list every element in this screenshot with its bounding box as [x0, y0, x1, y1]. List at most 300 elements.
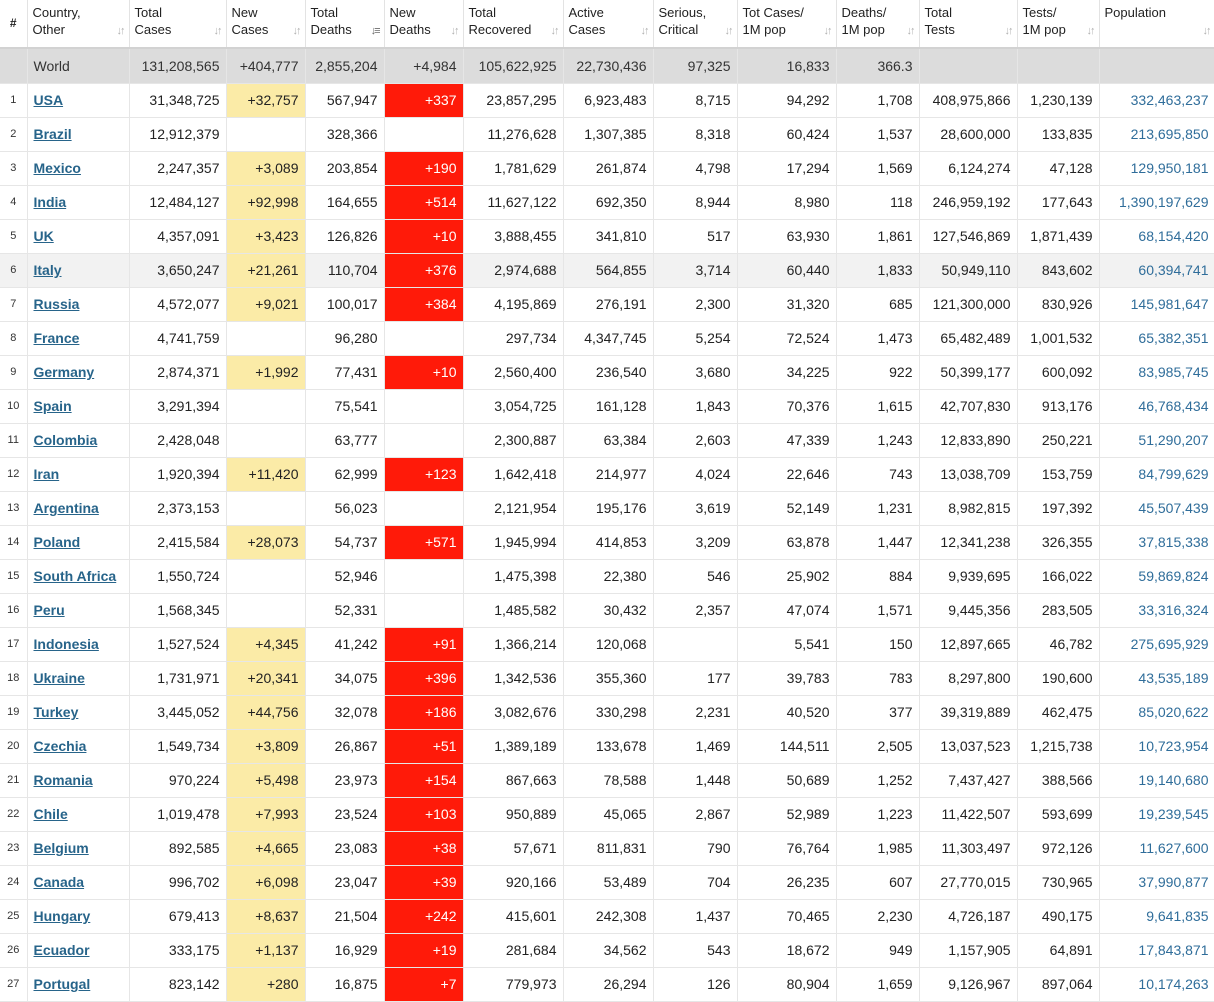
cell-country	[27, 219, 129, 253]
country-link[interactable]: USA	[33, 92, 64, 108]
cell-new-cases: +1,992	[226, 355, 305, 389]
cell-serious-critical: 3,680	[653, 355, 737, 389]
country-link[interactable]: Iran	[33, 466, 60, 482]
cell-serious-critical: 546	[653, 559, 737, 593]
cell-new-cases: +32,757	[226, 83, 305, 117]
cell-population: 10,723,954	[1099, 729, 1214, 763]
cell-total-tests: 39,319,889	[919, 695, 1017, 729]
cell-total-cases: 3,650,247	[129, 253, 226, 287]
cell-country	[27, 491, 129, 525]
column-header-label: Tests	[924, 22, 955, 37]
cell-country	[27, 933, 129, 967]
cell-country	[27, 185, 129, 219]
cell-rank: 23	[0, 831, 27, 865]
cell-total-recovered: 415,601	[463, 899, 563, 933]
cell-total-tests: 9,126,967	[919, 967, 1017, 1001]
cell-deaths-per-1m: 743	[836, 457, 919, 491]
cell-active-cases: 63,384	[563, 423, 653, 457]
cell-total-tests: 28,600,000	[919, 117, 1017, 151]
cell-new-deaths: +242	[384, 899, 463, 933]
cell-rank: 26	[0, 933, 27, 967]
cell-population: 332,463,237	[1099, 83, 1214, 117]
column-header-population[interactable]	[1099, 0, 1214, 48]
cell-tests-per-1m: 490,175	[1017, 899, 1099, 933]
cell-total-tests: 12,341,238	[919, 525, 1017, 559]
cell-tot-cases-per-1m: 25,902	[737, 559, 836, 593]
table-row	[0, 321, 1214, 355]
cell-new-cases: +6,098	[226, 865, 305, 899]
cell-population: 17,843,871	[1099, 933, 1214, 967]
cell-total-tests: 13,037,523	[919, 729, 1017, 763]
cell-tot-cases-per-1m: 72,524	[737, 321, 836, 355]
cell-deaths-per-1m: 366.3	[836, 48, 919, 83]
cell-tot-cases-per-1m: 47,074	[737, 593, 836, 627]
cell-total-cases: 3,445,052	[129, 695, 226, 729]
cell-deaths-per-1m: 607	[836, 865, 919, 899]
country-link[interactable]: Canada	[33, 874, 85, 890]
table-row	[0, 151, 1214, 185]
column-header-country[interactable]	[27, 0, 129, 48]
cell-population: 11,627,600	[1099, 831, 1214, 865]
cell-active-cases: 4,347,745	[563, 321, 653, 355]
column-header-label: Serious,	[658, 5, 707, 20]
cell-tests-per-1m: 600,092	[1017, 355, 1099, 389]
country-link[interactable]: Czechia	[33, 738, 87, 754]
cell-total-cases: 1,019,478	[129, 797, 226, 831]
cell-tests-per-1m: 830,926	[1017, 287, 1099, 321]
cell-serious-critical: 8,715	[653, 83, 737, 117]
sort-icon[interactable]: ↓↑	[906, 25, 914, 37]
table-row	[0, 389, 1214, 423]
cell-deaths-per-1m: 1,615	[836, 389, 919, 423]
cell-active-cases: 355,360	[563, 661, 653, 695]
column-header-total-tests[interactable]	[919, 0, 1017, 48]
cell-rank: 21	[0, 763, 27, 797]
cell-total-cases: 2,428,048	[129, 423, 226, 457]
sort-icon[interactable]: ↓↑	[640, 25, 648, 37]
cell-tests-per-1m: 730,965	[1017, 865, 1099, 899]
cell-tests-per-1m: 593,699	[1017, 797, 1099, 831]
country-link[interactable]: Romania	[33, 772, 93, 788]
cell-tests-per-1m: 283,505	[1017, 593, 1099, 627]
cell-new-cases: +20,341	[226, 661, 305, 695]
cell-country	[27, 423, 129, 457]
sort-icon[interactable]: ↓↑	[724, 25, 732, 37]
cell-tot-cases-per-1m: 63,930	[737, 219, 836, 253]
cell-active-cases: 34,562	[563, 933, 653, 967]
cell-new-deaths: +376	[384, 253, 463, 287]
cell-tot-cases-per-1m: 70,465	[737, 899, 836, 933]
cell-total-deaths: 567,947	[305, 83, 384, 117]
column-header-tests-per-1m[interactable]	[1017, 0, 1099, 48]
column-header-label: Deaths	[310, 22, 352, 37]
cell-total-recovered: 3,054,725	[463, 389, 563, 423]
cell-total-cases: 892,585	[129, 831, 226, 865]
cell-new-deaths: +19	[384, 933, 463, 967]
cell-country	[27, 389, 129, 423]
column-header-total-cases[interactable]	[129, 0, 226, 48]
column-header-active-cases[interactable]	[563, 0, 653, 48]
cell-total-deaths: 34,075	[305, 661, 384, 695]
cell-tests-per-1m: 897,064	[1017, 967, 1099, 1001]
sort-icon[interactable]: ↓↑	[550, 25, 558, 37]
cell-total-deaths: 328,366	[305, 117, 384, 151]
column-header-deaths-per-1m[interactable]	[836, 0, 919, 48]
cell-total-tests: 11,422,507	[919, 797, 1017, 831]
cell-tests-per-1m: 250,221	[1017, 423, 1099, 457]
country-link[interactable]: South Africa	[33, 568, 117, 584]
cell-tot-cases-per-1m: 40,520	[737, 695, 836, 729]
column-header-label: Population	[1104, 5, 1166, 20]
cell-tests-per-1m: 153,759	[1017, 457, 1099, 491]
cell-total-deaths: 2,855,204	[305, 48, 384, 83]
country-link[interactable]: Turkey	[33, 704, 79, 720]
cell-total-recovered: 1,389,189	[463, 729, 563, 763]
cell-tests-per-1m: 1,215,738	[1017, 729, 1099, 763]
cell-total-tests: 121,300,000	[919, 287, 1017, 321]
cell-deaths-per-1m: 1,537	[836, 117, 919, 151]
country-link[interactable]: Argentina	[33, 500, 99, 516]
cell-population: 275,695,929	[1099, 627, 1214, 661]
cell-total-tests: 1,157,905	[919, 933, 1017, 967]
cell-rank: 7	[0, 287, 27, 321]
cell-total-tests: 8,297,800	[919, 661, 1017, 695]
country-link[interactable]: Colombia	[33, 432, 98, 448]
cell-tests-per-1m: 843,602	[1017, 253, 1099, 287]
cell-new-cases: +5,498	[226, 763, 305, 797]
cell-serious-critical: 126	[653, 967, 737, 1001]
cell-total-deaths: 23,083	[305, 831, 384, 865]
cell-serious-critical: 4,024	[653, 457, 737, 491]
cell-active-cases: 30,432	[563, 593, 653, 627]
column-header-label: Deaths/	[841, 5, 887, 20]
cell-serious-critical: 1,469	[653, 729, 737, 763]
cell-rank	[0, 48, 27, 83]
country-link[interactable]: France	[33, 330, 80, 346]
cell-new-deaths: +571	[384, 525, 463, 559]
cell-rank: 5	[0, 219, 27, 253]
cell-total-deaths: 23,973	[305, 763, 384, 797]
cell-total-cases: 4,572,077	[129, 287, 226, 321]
cell-country	[27, 355, 129, 389]
column-header-new-deaths[interactable]	[384, 0, 463, 48]
cell-total-tests: 9,445,356	[919, 593, 1017, 627]
country-link[interactable]: UK	[33, 228, 54, 244]
cell-new-cases: +3,423	[226, 219, 305, 253]
cell-tot-cases-per-1m: 39,783	[737, 661, 836, 695]
cell-deaths-per-1m: 1,659	[836, 967, 919, 1001]
cell-tot-cases-per-1m: 144,511	[737, 729, 836, 763]
country-link[interactable]: Germany	[33, 364, 95, 380]
cell-new-deaths: +190	[384, 151, 463, 185]
sort-icon[interactable]: ↓↑	[213, 25, 221, 37]
cell-tot-cases-per-1m: 26,235	[737, 865, 836, 899]
cell-new-cases: +7,993	[226, 797, 305, 831]
cell-deaths-per-1m: 685	[836, 287, 919, 321]
cell-new-deaths	[384, 593, 463, 627]
cell-serious-critical: 2,867	[653, 797, 737, 831]
cell-deaths-per-1m: 1,833	[836, 253, 919, 287]
cell-country	[27, 321, 129, 355]
country-link[interactable]: Portugal	[33, 976, 91, 992]
country-link[interactable]: Ecuador	[33, 942, 90, 958]
cell-new-deaths: +154	[384, 763, 463, 797]
cell-new-deaths: +396	[384, 661, 463, 695]
cell-serious-critical: 177	[653, 661, 737, 695]
cell-total-tests: 11,303,497	[919, 831, 1017, 865]
cell-country	[27, 831, 129, 865]
cell-serious-critical: 704	[653, 865, 737, 899]
cell-new-deaths: +384	[384, 287, 463, 321]
cell-total-tests: 9,939,695	[919, 559, 1017, 593]
cell-total-recovered: 1,366,214	[463, 627, 563, 661]
cell-new-deaths: +186	[384, 695, 463, 729]
cell-tests-per-1m: 1,871,439	[1017, 219, 1099, 253]
cell-total-tests	[919, 48, 1017, 83]
cell-total-recovered: 3,888,455	[463, 219, 563, 253]
table-row	[0, 627, 1214, 661]
sort-icon[interactable]: ↓↑	[823, 25, 831, 37]
table-row	[0, 967, 1214, 1001]
cell-population: 83,985,745	[1099, 355, 1214, 389]
cell-country	[27, 117, 129, 151]
cell-active-cases: 341,810	[563, 219, 653, 253]
country-link[interactable]: Ukraine	[33, 670, 85, 686]
cell-tests-per-1m: 177,643	[1017, 185, 1099, 219]
world-total-row	[0, 48, 1214, 83]
cell-total-deaths: 26,867	[305, 729, 384, 763]
cell-total-tests: 27,770,015	[919, 865, 1017, 899]
cell-serious-critical: 97,325	[653, 48, 737, 83]
table-body	[0, 48, 1214, 1001]
cell-active-cases: 195,176	[563, 491, 653, 525]
cell-serious-critical	[653, 627, 737, 661]
cell-serious-critical: 8,944	[653, 185, 737, 219]
cell-new-cases: +92,998	[226, 185, 305, 219]
cell-country	[27, 83, 129, 117]
cell-total-cases: 1,550,724	[129, 559, 226, 593]
cell-new-cases	[226, 321, 305, 355]
sort-icon[interactable]: ↓↑	[1202, 25, 1210, 37]
cell-country	[27, 151, 129, 185]
cell-tot-cases-per-1m: 94,292	[737, 83, 836, 117]
country-link[interactable]: Brazil	[33, 126, 72, 142]
cell-active-cases: 330,298	[563, 695, 653, 729]
cell-new-deaths: +103	[384, 797, 463, 831]
cell-new-cases	[226, 389, 305, 423]
cell-tot-cases-per-1m: 18,672	[737, 933, 836, 967]
cell-rank: 9	[0, 355, 27, 389]
cell-total-tests: 6,124,274	[919, 151, 1017, 185]
table-row	[0, 831, 1214, 865]
cell-tot-cases-per-1m: 17,294	[737, 151, 836, 185]
column-header-label: Tot Cases/	[742, 5, 804, 20]
column-header-serious-critical[interactable]	[653, 0, 737, 48]
cell-country	[27, 661, 129, 695]
sort-icon[interactable]: ↓↑	[450, 25, 458, 37]
cell-new-deaths: +10	[384, 219, 463, 253]
cell-deaths-per-1m: 377	[836, 695, 919, 729]
cell-rank: 11	[0, 423, 27, 457]
cell-total-recovered: 1,781,629	[463, 151, 563, 185]
cell-tot-cases-per-1m: 31,320	[737, 287, 836, 321]
column-header-tot-cases-per-1m[interactable]	[737, 0, 836, 48]
cell-rank: 19	[0, 695, 27, 729]
cell-new-cases: +404,777	[226, 48, 305, 83]
cell-total-tests: 408,975,866	[919, 83, 1017, 117]
cell-total-deaths: 203,854	[305, 151, 384, 185]
table-row	[0, 797, 1214, 831]
cell-new-deaths: +123	[384, 457, 463, 491]
cell-rank: 27	[0, 967, 27, 1001]
cell-country	[27, 627, 129, 661]
table-row	[0, 559, 1214, 593]
cell-rank: 12	[0, 457, 27, 491]
cell-total-recovered: 11,627,122	[463, 185, 563, 219]
cell-tests-per-1m: 1,230,139	[1017, 83, 1099, 117]
cell-rank: 25	[0, 899, 27, 933]
column-header-new-cases[interactable]	[226, 0, 305, 48]
cell-new-deaths: +514	[384, 185, 463, 219]
cell-country	[27, 967, 129, 1001]
table-row	[0, 457, 1214, 491]
cell-population: 19,140,680	[1099, 763, 1214, 797]
cell-new-cases: +11,420	[226, 457, 305, 491]
cell-deaths-per-1m: 150	[836, 627, 919, 661]
cell-total-deaths: 16,875	[305, 967, 384, 1001]
cell-population: 129,950,181	[1099, 151, 1214, 185]
column-header-label: New	[231, 5, 258, 20]
cell-total-cases: 333,175	[129, 933, 226, 967]
country-link[interactable]: Spain	[33, 398, 72, 414]
cell-country	[27, 253, 129, 287]
cell-population: 59,869,824	[1099, 559, 1214, 593]
cell-new-cases: +3,089	[226, 151, 305, 185]
cell-total-tests: 4,726,187	[919, 899, 1017, 933]
table-row	[0, 593, 1214, 627]
table-row	[0, 899, 1214, 933]
cell-active-cases: 276,191	[563, 287, 653, 321]
cell-population: 46,768,434	[1099, 389, 1214, 423]
cell-total-recovered: 281,684	[463, 933, 563, 967]
country-link[interactable]: Mexico	[33, 160, 81, 176]
cell-total-cases: 4,357,091	[129, 219, 226, 253]
cell-total-tests: 8,982,815	[919, 491, 1017, 525]
country-link[interactable]: Peru	[33, 602, 65, 618]
cell-population: 68,154,420	[1099, 219, 1214, 253]
cell-active-cases: 45,065	[563, 797, 653, 831]
cell-deaths-per-1m: 1,473	[836, 321, 919, 355]
sort-desc-icon[interactable]: ↓≡	[370, 25, 379, 37]
cell-new-deaths	[384, 491, 463, 525]
cell-population: 43,535,189	[1099, 661, 1214, 695]
cell-total-deaths: 52,946	[305, 559, 384, 593]
cell-active-cases: 26,294	[563, 967, 653, 1001]
cell-deaths-per-1m: 1,231	[836, 491, 919, 525]
cell-tests-per-1m: 190,600	[1017, 661, 1099, 695]
cell-total-recovered: 2,300,887	[463, 423, 563, 457]
cell-total-tests: 13,038,709	[919, 457, 1017, 491]
cell-total-recovered: 57,671	[463, 831, 563, 865]
cell-rank: 1	[0, 83, 27, 117]
cell-deaths-per-1m: 1,447	[836, 525, 919, 559]
column-header-total-deaths[interactable]	[305, 0, 384, 48]
cell-deaths-per-1m: 1,861	[836, 219, 919, 253]
country-link[interactable]: Poland	[33, 534, 81, 550]
cell-total-tests: 50,399,177	[919, 355, 1017, 389]
cell-deaths-per-1m: 118	[836, 185, 919, 219]
cell-tot-cases-per-1m: 63,878	[737, 525, 836, 559]
cell-total-tests: 42,707,830	[919, 389, 1017, 423]
country-link[interactable]: India	[33, 194, 67, 210]
cell-total-recovered: 23,857,295	[463, 83, 563, 117]
country-link[interactable]: Belgium	[33, 840, 89, 856]
country-link[interactable]: Russia	[33, 296, 80, 312]
table-row	[0, 525, 1214, 559]
cell-tests-per-1m	[1017, 48, 1099, 83]
cell-new-cases: +3,809	[226, 729, 305, 763]
cell-total-cases: 2,874,371	[129, 355, 226, 389]
cell-total-cases: 3,291,394	[129, 389, 226, 423]
cell-tests-per-1m: 1,001,532	[1017, 321, 1099, 355]
cell-population: 10,174,263	[1099, 967, 1214, 1001]
cell-population: 84,799,629	[1099, 457, 1214, 491]
sort-icon[interactable]: ↓↑	[292, 25, 300, 37]
cell-total-cases: 131,208,565	[129, 48, 226, 83]
cell-tot-cases-per-1m: 70,376	[737, 389, 836, 423]
country-link[interactable]: Indonesia	[33, 636, 99, 652]
cell-deaths-per-1m: 922	[836, 355, 919, 389]
cell-total-deaths: 77,431	[305, 355, 384, 389]
cell-rank: 20	[0, 729, 27, 763]
column-header-label: 1M pop	[742, 22, 786, 37]
cell-active-cases: 811,831	[563, 831, 653, 865]
cell-tot-cases-per-1m: 5,541	[737, 627, 836, 661]
cell-rank: 13	[0, 491, 27, 525]
column-header-rank[interactable]	[0, 0, 27, 48]
column-header-label: Recovered	[468, 22, 532, 37]
country-link[interactable]: Hungary	[33, 908, 91, 924]
cell-country	[27, 899, 129, 933]
column-header-label: Active	[568, 5, 604, 20]
cell-total-recovered: 297,734	[463, 321, 563, 355]
cell-total-deaths: 32,078	[305, 695, 384, 729]
sort-icon[interactable]: ↓↑	[1086, 25, 1094, 37]
sort-icon[interactable]: ↓↑	[1004, 25, 1012, 37]
table-row	[0, 763, 1214, 797]
cell-country	[27, 763, 129, 797]
cell-total-cases: 4,741,759	[129, 321, 226, 355]
column-header-label: 1M pop	[1022, 22, 1066, 37]
cell-total-recovered: 2,974,688	[463, 253, 563, 287]
cell-total-tests: 7,437,427	[919, 763, 1017, 797]
sort-icon[interactable]: ↓↑	[116, 25, 124, 37]
cell-tests-per-1m: 46,782	[1017, 627, 1099, 661]
cell-tot-cases-per-1m: 34,225	[737, 355, 836, 389]
country-link[interactable]: Chile	[33, 806, 68, 822]
country-link[interactable]: Italy	[33, 262, 62, 278]
cell-serious-critical: 4,798	[653, 151, 737, 185]
cell-country	[27, 695, 129, 729]
cell-total-cases: 2,247,357	[129, 151, 226, 185]
cell-total-deaths: 16,929	[305, 933, 384, 967]
cell-new-deaths: +38	[384, 831, 463, 865]
cell-total-deaths: 23,047	[305, 865, 384, 899]
cell-total-tests: 127,546,869	[919, 219, 1017, 253]
cell-new-deaths: +39	[384, 865, 463, 899]
column-header-total-recovered[interactable]	[463, 0, 563, 48]
cell-tot-cases-per-1m: 8,980	[737, 185, 836, 219]
